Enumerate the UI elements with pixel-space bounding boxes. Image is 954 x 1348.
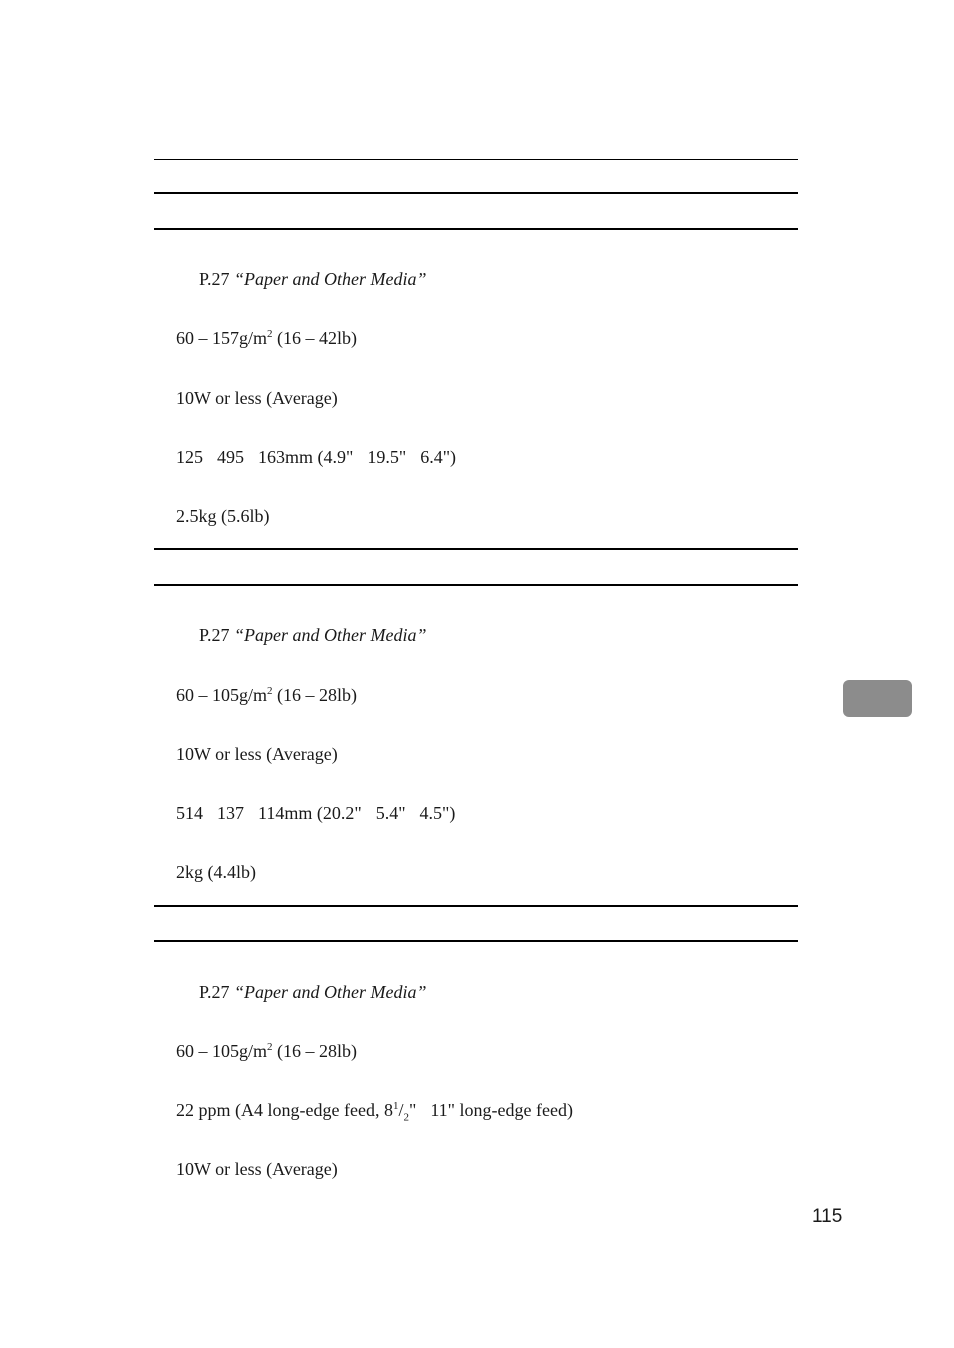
header-rule [154,159,798,160]
reference-page: P.27 [199,982,230,1002]
reference-title: “Paper and Other Media” [234,269,427,289]
section-1-weight: 2.5kg (5.6lb) [176,506,270,526]
section-3-paper-reference[interactable] [199,981,427,1003]
section-2-paper-weight: $60 - 105g/m^2$ (16 – 28lb) [176,685,358,705]
reference-title: “Paper and Other Media” [234,625,427,645]
section-2-paper-reference[interactable] [199,624,427,646]
chapter-thumb-tab [843,680,912,717]
section-2-dimensions: 514 137 114mm (20.2" 5.4" 4.5") [176,803,456,823]
section-1-paper-weight: $60 - 157g/m^2$ (16 – 42lb) [176,328,358,348]
section-3-print-speed: 22 ppm (A4 long-edge feed, $8^1/_2$" 11" long-edge feed) [176,1100,573,1124]
section-1-top-rule [154,192,798,194]
section-2-top-rule [154,548,798,550]
page-number: 115 [812,1206,843,1227]
section-2-weight: 2kg (4.4lb) [176,862,256,882]
section-3-paper-weight: $60 - 105g/m^2$ (16 – 28lb) [176,1041,358,1061]
section-1-paper-reference[interactable] [199,268,427,290]
reference-title: “Paper and Other Media” [234,982,427,1002]
reference-page: P.27 [199,269,230,289]
reference-page: P.27 [199,625,230,645]
section-3-header-rule [154,940,798,942]
section-3-top-rule [154,905,798,907]
section-1-power: 10W or less (Average) [176,388,338,408]
section-1-dimensions: 125 495 163mm (4.9" 19.5" 6.4") [176,447,457,467]
section-2-power: 10W or less (Average) [176,744,338,764]
section-3-power: 10W or less (Average) [176,1159,338,1179]
section-2-header-rule [154,584,798,586]
section-1-header-rule [154,228,798,230]
